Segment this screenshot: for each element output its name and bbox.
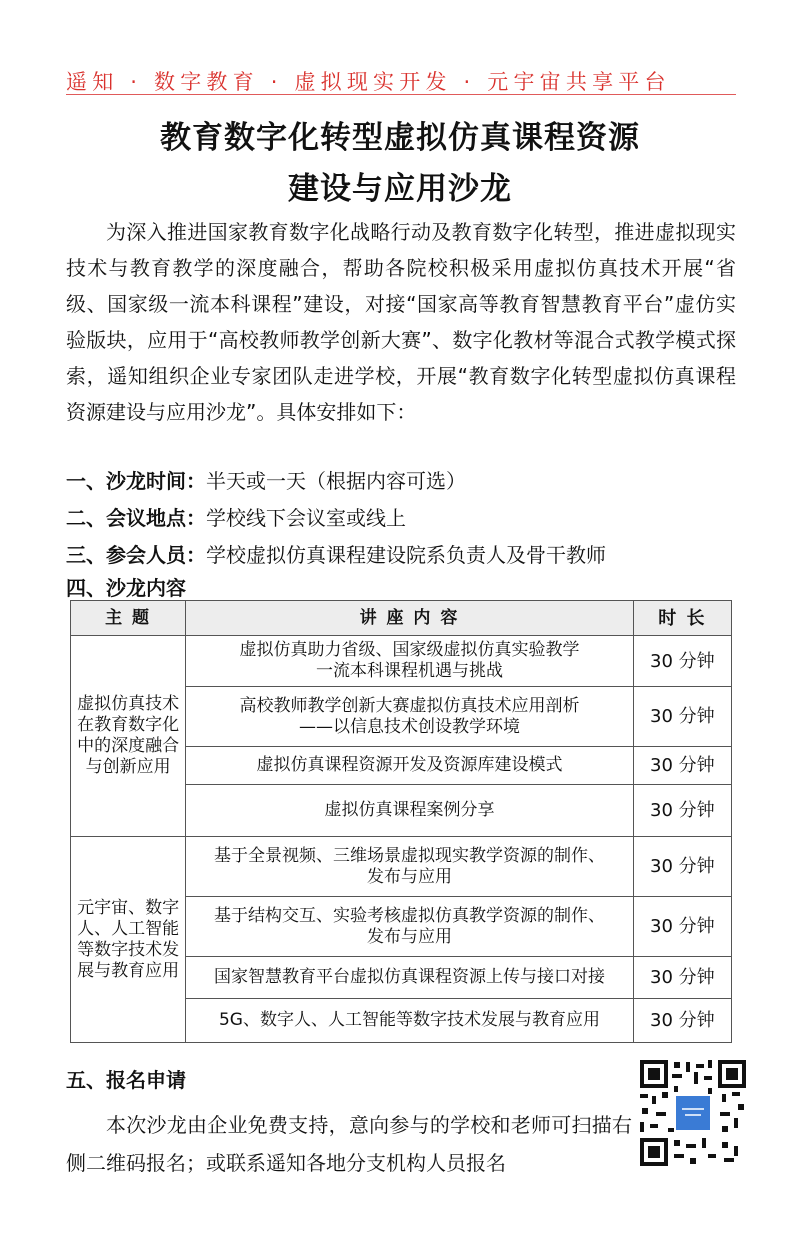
- topic-line1: 虚拟仿真助力省级、国家级虚拟仿真实验教学: [239, 640, 580, 660]
- duration-cell: 30 分钟: [633, 957, 731, 999]
- duration-cell: 30 分钟: [633, 636, 731, 687]
- doc-title-line2: 建设与应用沙龙: [288, 171, 512, 207]
- section-time-value: 半天或一天（根据内容可选）: [206, 469, 466, 493]
- section-people: [66, 539, 606, 568]
- duration-cell: 30 分钟: [633, 897, 731, 957]
- topic-cell: [186, 999, 634, 1043]
- topic-cell: [186, 687, 634, 747]
- duration-cell: 30 分钟: [633, 837, 731, 897]
- topic-line1: 5G、数字人、人工智能等数字技术发展与教育应用: [218, 1010, 600, 1030]
- agenda-table: [70, 600, 732, 1043]
- table-row: [71, 837, 732, 897]
- header-theme: 主 题: [71, 601, 186, 636]
- section-people-value: 学校虚拟仿真课程建设院系负责人及骨干教师: [206, 543, 606, 567]
- table-header-row: [71, 601, 732, 636]
- intro-paragraph: 为深入推进国家教育数字化战略行动及教育数字化转型，推进虚拟现实技术与教育教学的深度融合，帮助各院校积极采用虚拟仿真技术开展“省级、国家级一流本科课程”建设，对接“国家高等教育智慧教育平台”虚仿实验版块，应用于“高校教师教学创新大赛”、数字化教材等混合式教学模式探索，遥知组织企业专家团队走进学校，开展“教育数字化转型虚拟仿真课程资源建设与应用沙龙”。具体安排如下：: [66, 220, 736, 424]
- group-theme-1: 虚拟仿真技术在教育数字化中的深度融合与创新应用: [71, 636, 186, 837]
- topic-line1: 国家智慧教育平台虚拟仿真课程资源上传与接口对接: [213, 967, 605, 987]
- section-place-value: 学校线下会议室或线上: [206, 506, 406, 530]
- topic-line1: 基于结构交互、实验考核虚拟仿真教学资源的制作、: [213, 905, 605, 926]
- header-topic: 讲 座 内 容: [186, 601, 634, 636]
- topic-line2: 一流本科课程机遇与挑战: [315, 661, 503, 681]
- topic-line2: 发布与应用: [366, 926, 452, 947]
- topic-cell: [186, 957, 634, 999]
- topic-cell: [186, 747, 634, 785]
- topic-line1: 虚拟仿真课程案例分享: [324, 800, 495, 820]
- header-divider: [66, 94, 736, 95]
- table-row: [71, 636, 732, 687]
- topic-line1: 基于全景视频、三维场景虚拟现实教学资源的制作、: [213, 845, 605, 866]
- section-registration-label: 五、报名申请: [66, 1068, 186, 1092]
- header-duration: 时 长: [633, 601, 731, 636]
- section-place-label: 二、会议地点：: [66, 506, 206, 530]
- duration-cell: 30 分钟: [633, 747, 731, 785]
- duration-cell: 30 分钟: [633, 999, 731, 1043]
- duration-cell: 30 分钟: [633, 785, 731, 837]
- topic-cell: [186, 837, 634, 897]
- section-time: [66, 465, 466, 494]
- topic-line2: 发布与应用: [366, 866, 452, 887]
- section-people-label: 三、参会人员：: [66, 543, 206, 567]
- section-time-label: 一、沙龙时间：: [66, 469, 206, 493]
- topic-line1: 虚拟仿真课程资源开发及资源库建设模式: [256, 755, 563, 775]
- topic-line1: 高校教师教学创新大赛虚拟仿真技术应用剖析: [239, 695, 580, 716]
- doc-title-line1: 教育数字化转型虚拟仿真课程资源: [160, 120, 640, 156]
- topic-cell: [186, 897, 634, 957]
- registration-paragraph: 本次沙龙由企业免费支持，意向参与的学校和老师可扫描右侧二维码报名；或联系遥知各地分支机构人员报名: [66, 1113, 632, 1175]
- section-content: [66, 572, 186, 601]
- duration-cell: 30 分钟: [633, 687, 731, 747]
- section-content-label: 四、沙龙内容: [66, 576, 186, 600]
- header-slogan: 遥知 · 数字教育 · 虚拟现实开发 · 元宇宙共享平台: [66, 70, 671, 94]
- topic-cell: [186, 785, 634, 837]
- group-theme-2: 元宇宙、数字人、人工智能等数字技术发展与教育应用: [71, 837, 186, 1043]
- topic-line2: ——以信息技术创设教学环境: [298, 716, 520, 737]
- qr-code-icon[interactable]: [638, 1058, 748, 1168]
- topic-cell: [186, 636, 634, 687]
- section-place: [66, 502, 406, 531]
